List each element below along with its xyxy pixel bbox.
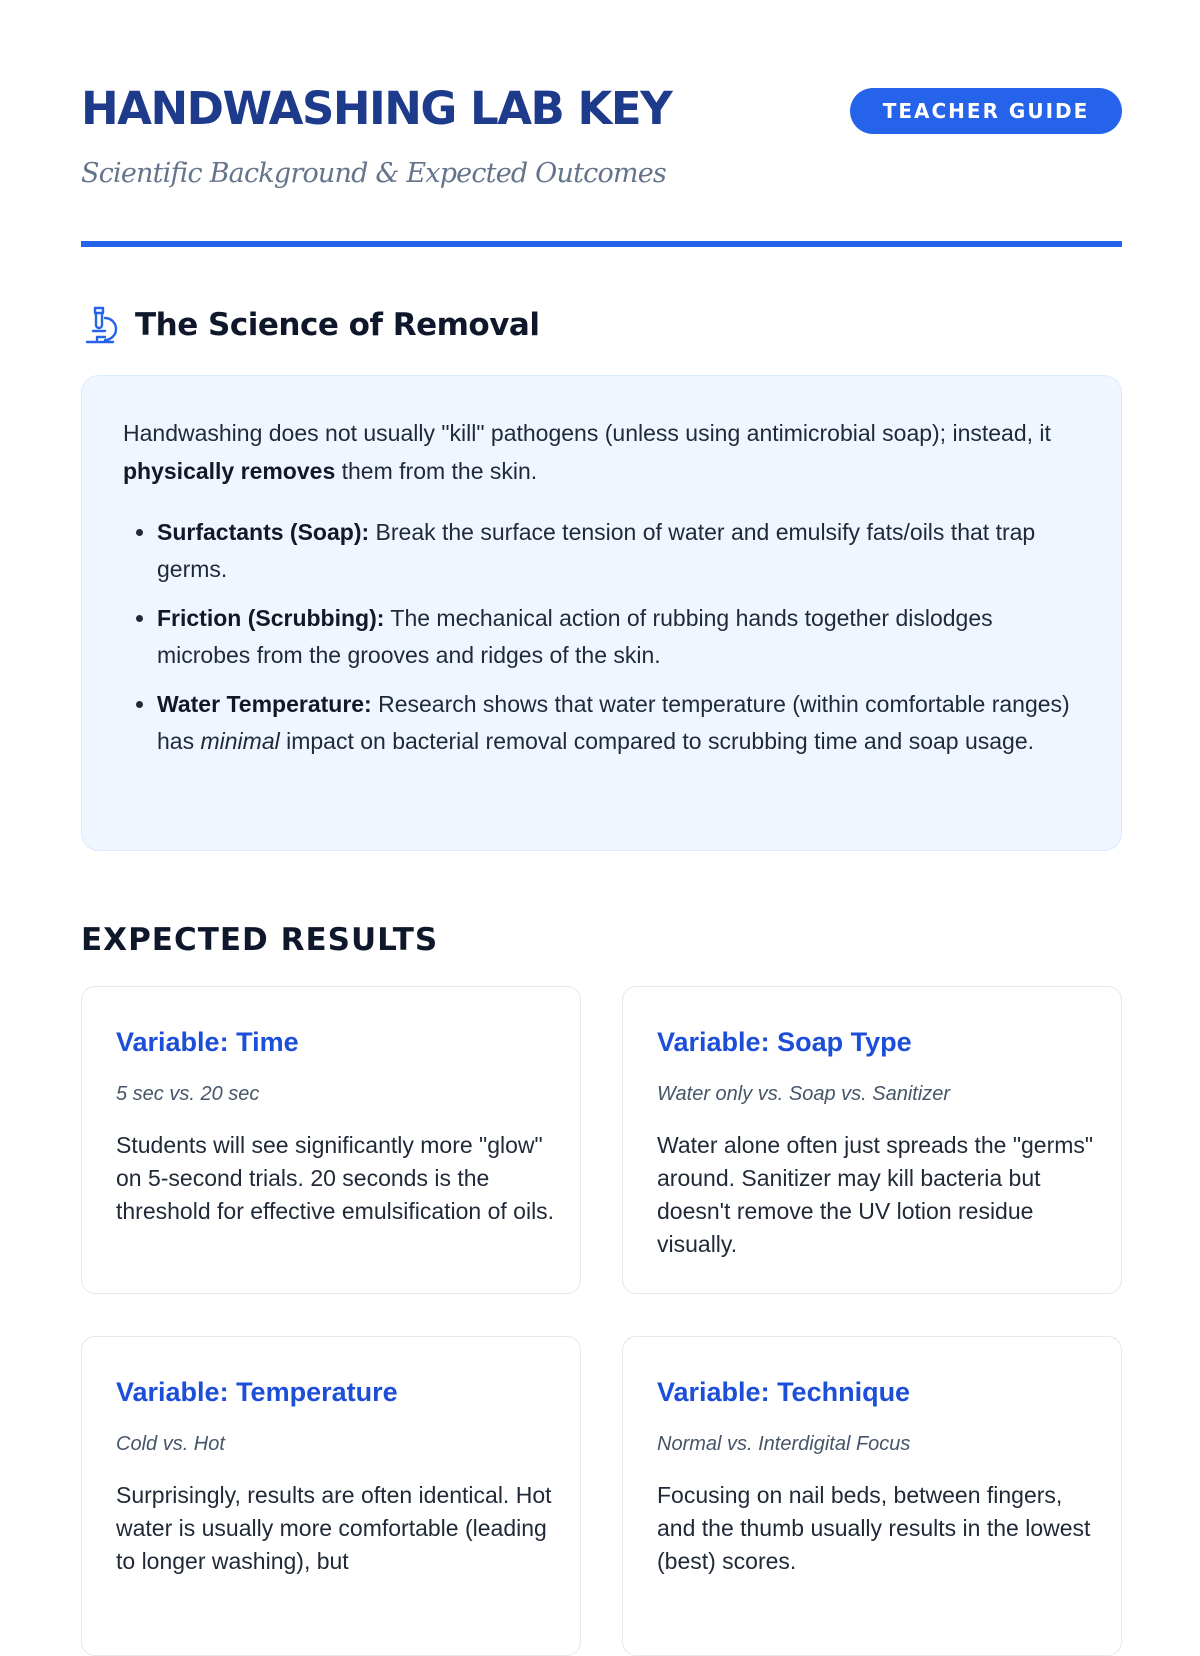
list-item: • Water Temperature: Research shows that water temperature (within comfortable ranges) has minimal impact on bacterial removal compared to scrubbing time and soap usage. — [157, 686, 1081, 760]
expected-results-heading: EXPECTED RESULTS — [81, 922, 439, 958]
card-title: Variable: Time — [116, 1027, 299, 1057]
lab-key-page — [81, 0, 1122, 1574]
card-body: Focusing on nail beds, between fingers, and the thumb usually results in the lowest (best) scores. — [657, 1482, 1091, 1574]
card-subtitle: Normal vs. Interdigital Focus — [657, 1433, 911, 1455]
page-subtitle: Scientific Background & Expected Outcomes — [81, 158, 666, 189]
result-card-time — [81, 986, 581, 1294]
card-body: Surprisingly, results are often identical. Hot water is usually more comfortable (leading to longer washing), but — [116, 1482, 552, 1574]
list-item: • Surfactants (Soap): Break the surface tension of water and emulsify fats/oils that trap germs. — [157, 514, 1081, 588]
science-section-heading — [81, 300, 539, 350]
list-item: • Friction (Scrubbing): The mechanical action of rubbing hands together dislodges microbes from the grooves and ridges of the skin. — [157, 600, 1081, 674]
card-subtitle: Water only vs. Soap vs. Sanitizer — [657, 1083, 951, 1105]
science-heading-text: The Science of Removal — [135, 307, 540, 343]
card-subtitle: Cold vs. Hot — [116, 1433, 225, 1455]
page-title: HANDWASHING LAB KEY — [81, 82, 672, 135]
page-header — [81, 0, 1122, 250]
card-title: Variable: Temperature — [116, 1377, 398, 1407]
intro-emphasis: physically removes — [123, 458, 336, 484]
teacher-guide-badge: TEACHER GUIDE — [850, 88, 1122, 134]
card-body: Students will see significantly more "glow" on 5-second trials. 20 seconds is the threshold for effective emulsification of oils. — [116, 1132, 555, 1224]
card-subtitle: 5 sec vs. 20 sec — [116, 1083, 260, 1105]
result-card-temperature — [81, 1336, 581, 1656]
card-title: Variable: Technique — [657, 1377, 911, 1407]
header-divider — [81, 241, 1122, 247]
result-card-technique — [622, 1336, 1122, 1656]
science-bullet-list — [123, 514, 1081, 760]
science-intro: Handwashing does not usually "kill" pathogens (unless using antimicrobial soap); instead, it physically removes them from the skin. — [123, 420, 1051, 484]
science-info-box — [81, 375, 1122, 851]
microscope-icon — [81, 304, 119, 346]
result-card-soap-type — [622, 986, 1122, 1294]
card-title: Variable: Soap Type — [657, 1027, 912, 1057]
card-body: Water alone often just spreads the "germs" around. Sanitizer may kill bacteria but doesn't remove the UV lotion residue visually. — [657, 1132, 1094, 1257]
